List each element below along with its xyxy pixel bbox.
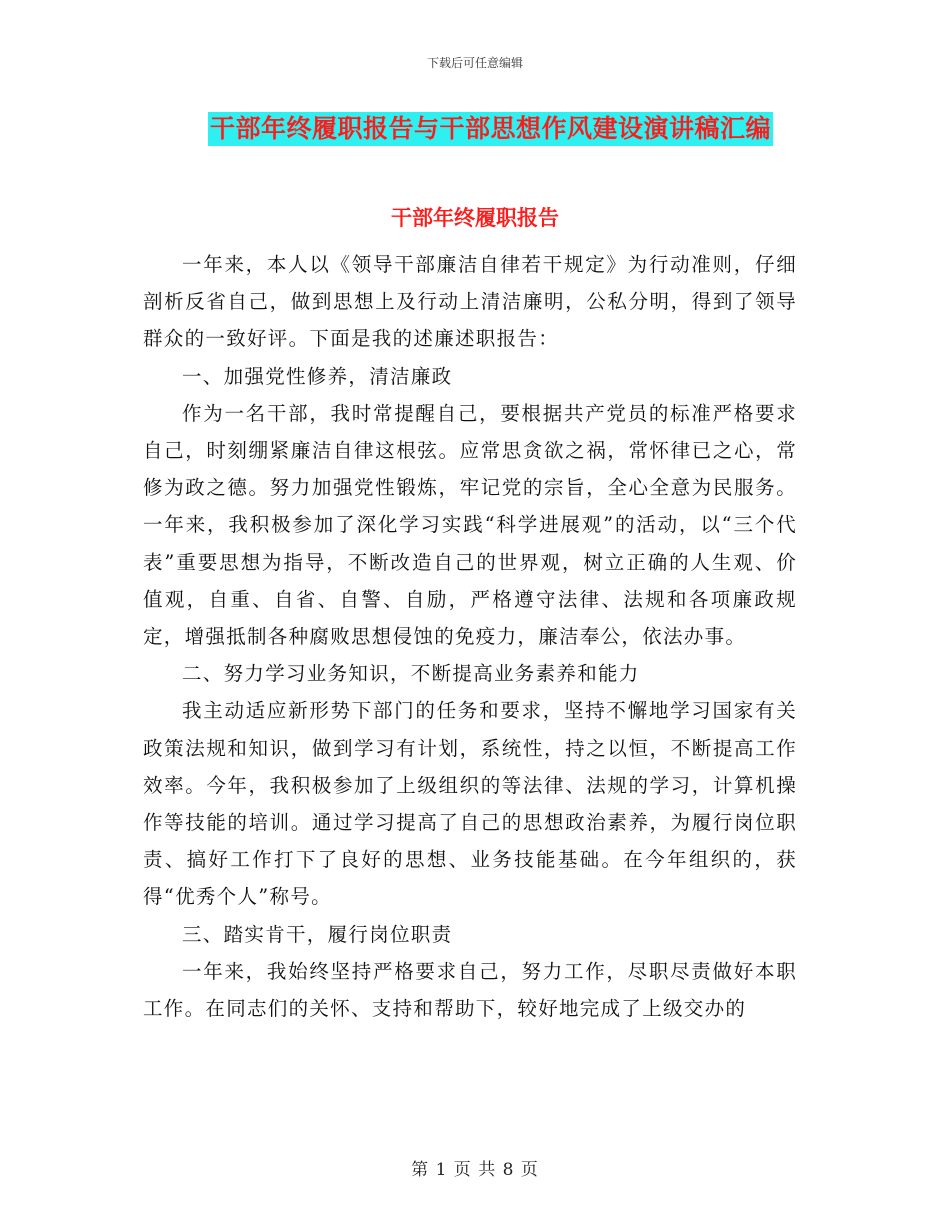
page-footer: 第 1 页 共 8 页 — [411, 1160, 539, 1180]
heading-one: 一、加强党性修养，清洁廉政 — [182, 364, 453, 388]
document-title: 干部年终履职报告与干部思想作风建设演讲稿汇编 — [208, 112, 773, 146]
section-title: 干部年终履职报告 — [391, 206, 559, 230]
paragraph-one: 作为一名干部，我时常提醒自己，要根据共产党员的标准严格要求自己，时刻绷紧廉洁自律这根弦。应常思贪欲之祸，常怀律已之心，常修为政之德。努力加强党性锻炼，牢记党的宗旨，全心全意为民服务。一年来，我积极参加了深化学习实践“科学进展观”的活动，以“三个代表”重要思想为指导，不断改造自己的世界观，树立正确的人生观、价值观，自重、自省、自警、自励，严格遵守法律、法规和各项廉政规定，增强抵制各种腐败思想侵蚀的免疫力，廉洁奉公，依法办事。 — [143, 401, 797, 649]
heading-two: 二、努力学习业务知识，不断提高业务素养和能力 — [182, 662, 640, 686]
header-note: 下载后可任意编辑 — [426, 56, 523, 70]
paragraph-three: 一年来，我始终坚持严格要求自己，努力工作，尽职尽责做好本职工作。在同志们的关怀、支持和帮助下，较好地完成了上级交办的 — [143, 959, 797, 1021]
document-body — [143, 246, 797, 1027]
paragraph-two: 我主动适应新形势下部门的任务和要求，坚持不懈地学习国家有关政策法规和知识，做到学习有计划，系统性，持之以恒，不断提高工作效率。今年，我积极参加了上级组织的等法律、法规的学习，计算机操作等技能的培训。通过学习提高了自己的思想政治素养，为履行岗位职责、搞好工作打下了良好的思想、业务技能基础。在今年组织的，获得“优秀个人”称号。 — [143, 699, 797, 909]
paragraph-intro: 一年来，本人以《领导干部廉洁自律若干规定》为行动准则，仔细剖析反省自己，做到思想上及行动上清洁廉明，公私分明，得到了领导群众的一致好评。下面是我的述廉述职报告： — [143, 253, 797, 351]
heading-three: 三、踏实肯干，履行岗位职责 — [182, 922, 453, 946]
